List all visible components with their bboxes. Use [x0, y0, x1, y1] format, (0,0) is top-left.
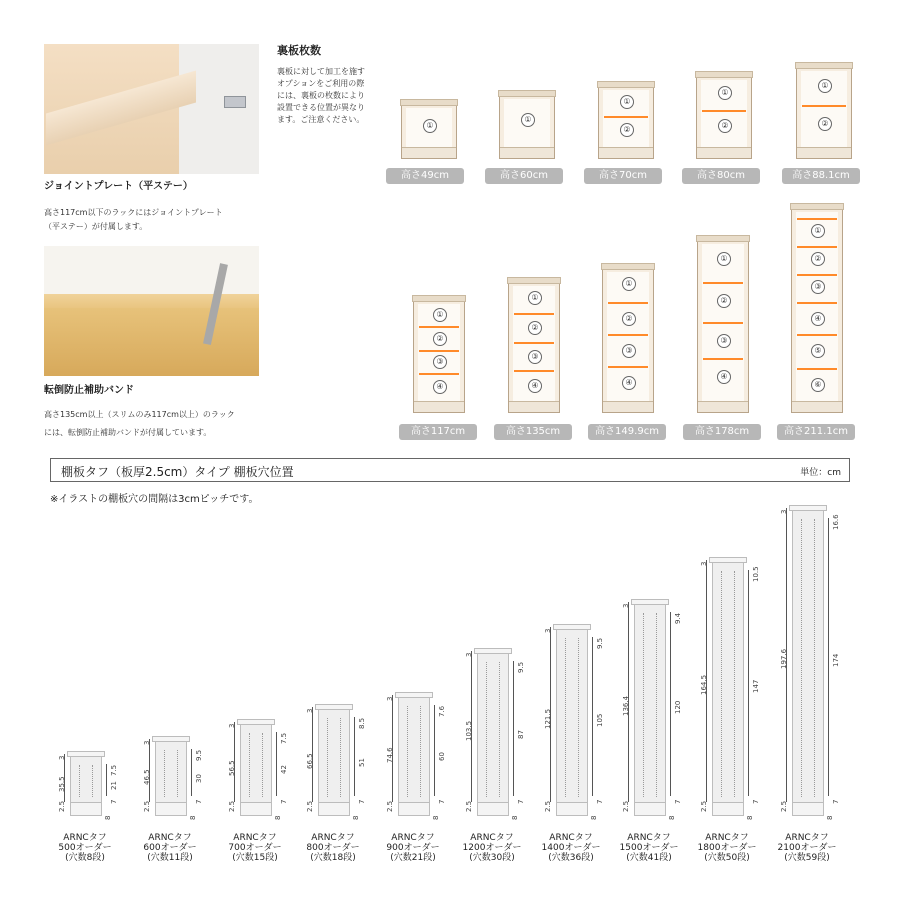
shelf-hole-rows: [486, 662, 500, 797]
panel-number: ①: [433, 308, 447, 322]
dim-top-gap: 16.6: [832, 514, 840, 530]
dim-hole-span: 21: [110, 781, 118, 790]
panel-number: ④: [528, 379, 542, 393]
tower-label-name: ARNCタフ: [705, 833, 749, 843]
tower-label-order: 800オーダー: [306, 843, 360, 853]
tower-illustration: [634, 602, 666, 816]
dim-cap: 3: [143, 740, 151, 745]
dimension-line: [191, 749, 192, 796]
dim-cap: 3: [700, 561, 708, 566]
tower-foot: [713, 802, 743, 815]
panel-number: ①: [528, 291, 542, 305]
dim-hole-span: 51: [358, 758, 366, 767]
tower-label-name: ARNCタフ: [311, 833, 355, 843]
cabinet-lid: [695, 71, 753, 78]
tower-label: [294, 833, 372, 863]
panel-number: ①: [717, 252, 731, 266]
tower-label: [46, 833, 124, 863]
dim-base: 2.5: [700, 800, 708, 812]
cabinet-211: [791, 207, 843, 413]
dim-cap: 3: [622, 603, 630, 608]
dim-base: 2.5: [228, 800, 236, 812]
panel-divider: [797, 368, 837, 370]
tower-label-name: ARNCタフ: [549, 833, 593, 843]
joint-plate-photo: [44, 44, 259, 174]
cabinet-lid: [696, 235, 750, 242]
cabinet-height-label: 高さ70cm: [584, 168, 662, 184]
dim-hole-span: 105: [596, 713, 604, 727]
tower-label: [688, 833, 766, 863]
panel-divider: [703, 282, 743, 284]
joint-plate-note-1: 高さ117cm以下のラックにはジョイントプレート: [44, 208, 223, 217]
cabinet-base: [792, 401, 842, 412]
tower-label-order: 900オーダー: [386, 843, 440, 853]
panel-divider: [608, 366, 648, 368]
tower-label-name: ARNCタフ: [148, 833, 192, 843]
backboard-title: 裏板枚数: [277, 44, 321, 57]
shelf-hole-rows: [79, 765, 93, 797]
cabinet-lid: [790, 203, 844, 210]
cabinet-base: [402, 147, 456, 158]
cabinet-60: [499, 94, 555, 159]
tower-cap: [315, 704, 353, 710]
tower-label-order: 2100オーダー: [777, 843, 837, 853]
dim-cap: 3: [58, 755, 66, 760]
dimension-line: [513, 661, 514, 796]
dim-bottom-gap: 7: [832, 799, 840, 804]
tower-label-holes: (穴数41段): [626, 853, 672, 863]
panel-divider: [419, 350, 459, 352]
cabinet-height-label: 高さ117cm: [399, 424, 477, 440]
dim-total-height: 197.6: [780, 648, 788, 669]
panel-divider: [703, 358, 743, 360]
dim-base: 2.5: [143, 800, 151, 812]
tower-cap: [474, 648, 512, 654]
cabinet-base: [500, 147, 554, 158]
dim-bottom-gap: 7: [674, 799, 682, 804]
dim-cap: 3: [544, 628, 552, 633]
cabinet-base: [414, 401, 464, 412]
tower-foot: [478, 802, 508, 815]
dim-bottom-gap: 7: [358, 799, 366, 804]
tower-illustration: [792, 508, 824, 816]
dim-bottom-gap: 7: [195, 799, 203, 804]
tower-label-holes: (穴数11段): [147, 853, 193, 863]
dimension-line: [828, 518, 829, 796]
cabinet-lid: [412, 295, 466, 302]
tower-cap: [152, 736, 190, 742]
unit-label: 単位：cm: [800, 468, 841, 478]
dim-cap: 3: [306, 708, 314, 713]
dim-total-height: 136.4: [622, 695, 630, 716]
tower-label-holes: (穴数30段): [469, 853, 515, 863]
joint-plate-note-2: （平ステー）が付属します。: [44, 222, 148, 231]
dim-foot: 8: [274, 815, 282, 820]
tower-label: [532, 833, 610, 863]
panel-number: ①: [620, 95, 634, 109]
dim-cap: 3: [228, 723, 236, 728]
panel-divider: [514, 313, 554, 315]
tower-label: [768, 833, 846, 863]
panel-number: ①: [818, 79, 832, 93]
cabinet-lid: [795, 62, 853, 69]
panel-divider: [702, 110, 746, 112]
dim-top-gap: 9.5: [517, 661, 525, 673]
dim-top-gap: 9.5: [596, 637, 604, 649]
dim-foot: 8: [432, 815, 440, 820]
tower-label-name: ARNCタフ: [233, 833, 277, 843]
panel-divider: [604, 116, 648, 118]
dim-cap: 3: [386, 696, 394, 701]
tower-label-name: ARNCタフ: [391, 833, 435, 843]
dimension-line: [276, 732, 277, 796]
tower-label-name: ARNCタフ: [63, 833, 107, 843]
dim-hole-span: 120: [674, 700, 682, 714]
cabinet-lid: [597, 81, 655, 88]
dim-top-gap: 10.5: [752, 566, 760, 582]
shelf-hole-rows: [249, 733, 263, 797]
shelf-hole-rows: [565, 638, 579, 797]
backboard-note-2: オプションをご利用の際: [277, 79, 365, 88]
panel-divider: [797, 334, 837, 336]
cabinet-149: [602, 267, 654, 413]
dim-base: 2.5: [386, 800, 394, 812]
band-photo: [44, 246, 259, 376]
tower-illustration: [318, 707, 350, 816]
dimension-line: [592, 637, 593, 796]
dim-top-gap: 9.5: [195, 749, 203, 761]
panel-number: ④: [622, 376, 636, 390]
backboard-note: [277, 66, 387, 126]
panel-divider: [514, 342, 554, 344]
panel-divider: [797, 274, 837, 276]
panel-number: ①: [423, 119, 437, 133]
tower-label-order: 1500オーダー: [619, 843, 679, 853]
tower-label-holes: (穴数8段): [65, 853, 105, 863]
panel-number: ②: [818, 117, 832, 131]
dim-total-height: 35.5: [58, 776, 66, 792]
dim-hole-span: 30: [195, 774, 203, 783]
tower-cap: [67, 751, 105, 757]
dim-foot: 8: [104, 815, 112, 820]
dim-total-height: 103.5: [465, 720, 473, 741]
cabinet-base: [599, 147, 653, 158]
panel-number: ②: [718, 119, 732, 133]
panel-divider: [608, 302, 648, 304]
panel-number: ③: [622, 344, 636, 358]
cabinet-178: [697, 239, 749, 413]
panel-number: ③: [528, 350, 542, 364]
tower-label: [216, 833, 294, 863]
backboard-note-3: には、裏板の枚数により: [277, 91, 365, 100]
dim-foot: 8: [590, 815, 598, 820]
tower-foot: [156, 802, 186, 815]
tower-label-name: ARNCタフ: [627, 833, 671, 843]
tower-label-name: ARNCタフ: [470, 833, 514, 843]
dim-base: 2.5: [58, 800, 66, 812]
joint-plate-caption: ジョイントプレート（平ステー）: [44, 181, 193, 192]
dim-bottom-gap: 7: [438, 799, 446, 804]
tower-foot: [635, 802, 665, 815]
tower-label-holes: (穴数36段): [548, 853, 594, 863]
tower-cap: [395, 692, 433, 698]
dim-bottom-gap: 7: [110, 799, 118, 804]
tower-foot: [399, 802, 429, 815]
shelf-hole-rows: [643, 613, 657, 797]
dimension-line: [354, 717, 355, 796]
cabinet-base: [603, 401, 653, 412]
cabinet-80: [696, 75, 752, 159]
tower-label-name: ARNCタフ: [785, 833, 829, 843]
cabinet-lid: [507, 277, 561, 284]
dim-bottom-gap: 7: [752, 799, 760, 804]
tower-foot: [557, 802, 587, 815]
cabinet-lid: [400, 99, 458, 106]
panel-number: ②: [433, 332, 447, 346]
dim-base: 2.5: [622, 800, 630, 812]
tower-label-order: 1200オーダー: [462, 843, 522, 853]
tower-cap: [789, 505, 827, 511]
panel-number: ②: [811, 252, 825, 266]
tower-label: [374, 833, 452, 863]
panel-divider: [419, 326, 459, 328]
cabinet-lid: [498, 90, 556, 97]
panel-divider: [797, 246, 837, 248]
shelf-hole-rows: [801, 519, 815, 797]
dim-foot: 8: [746, 815, 754, 820]
tower-label-holes: (穴数15段): [232, 853, 278, 863]
dim-foot: 8: [511, 815, 519, 820]
panel-divider: [797, 218, 837, 220]
tower-cap: [709, 557, 747, 563]
cabinet-height-label: 高さ88.1cm: [782, 168, 860, 184]
tower-label-order: 1400オーダー: [541, 843, 601, 853]
dim-total-height: 46.5: [143, 769, 151, 785]
dim-bottom-gap: 7: [517, 799, 525, 804]
dim-top-gap: 7.5: [110, 764, 118, 776]
dim-foot: 8: [668, 815, 676, 820]
tower-foot: [793, 802, 823, 815]
dim-top-gap: 9.4: [674, 612, 682, 624]
band-note-1: 高さ135cm以上（スリムのみ117cm以上）のラック: [44, 410, 235, 419]
cabinet-height-label: 高さ135cm: [494, 424, 572, 440]
panel-number: ④: [433, 380, 447, 394]
tower-cap: [237, 719, 275, 725]
tower-foot: [71, 802, 101, 815]
cabinet-height-label: 高さ49cm: [386, 168, 464, 184]
shelf-hole-rows: [721, 571, 735, 797]
tower-illustration: [398, 695, 430, 816]
cabinet-70: [598, 85, 654, 159]
dim-bottom-gap: 7: [596, 799, 604, 804]
tower-cap: [631, 599, 669, 605]
tower-label-holes: (穴数59段): [784, 853, 830, 863]
shelf-hole-rows: [407, 706, 421, 797]
panel-number: ④: [811, 312, 825, 326]
panel-number: ④: [717, 370, 731, 384]
tower-illustration: [556, 627, 588, 816]
dim-cap: 3: [465, 652, 473, 657]
cabinet-height-label: 高さ149.9cm: [588, 424, 666, 440]
cabinet-117: [413, 299, 465, 413]
dimension-line: [670, 612, 671, 796]
panel-number: ⑤: [811, 344, 825, 358]
dim-top-gap: 7.6: [438, 705, 446, 717]
cabinet-135: [508, 281, 560, 413]
dim-total-height: 66.5: [306, 753, 314, 769]
cabinet-88: [796, 66, 852, 159]
panel-divider: [797, 302, 837, 304]
shelf-body: [44, 308, 259, 376]
band-note-2: には、転倒防止補助バンドが付属しています。: [44, 428, 212, 437]
dim-total-height: 121.5: [544, 708, 552, 729]
tower-label-holes: (穴数21段): [390, 853, 436, 863]
pitch-note: ※イラストの棚板穴の間隔は3cmピッチです。: [50, 494, 259, 505]
backboard-note-5: ます。ご注意ください。: [277, 115, 365, 124]
cabinet-base: [698, 401, 748, 412]
panel-number: ①: [521, 113, 535, 127]
dim-total-height: 164.5: [700, 674, 708, 695]
tower-label-order: 1800オーダー: [697, 843, 757, 853]
tower-illustration: [70, 754, 102, 816]
dim-bottom-gap: 7: [280, 799, 288, 804]
dim-hole-span: 147: [752, 679, 760, 693]
section-banner: [50, 458, 850, 482]
cabinet-height-label: 高さ60cm: [485, 168, 563, 184]
joint-plate-icon: [224, 96, 246, 108]
cabinet-lid: [601, 263, 655, 270]
dim-base: 2.5: [465, 800, 473, 812]
backboard-note-4: 設置できる位置が異なり: [277, 103, 365, 112]
cabinet-height-label: 高さ178cm: [683, 424, 761, 440]
panel-divider: [514, 370, 554, 372]
dim-foot: 8: [189, 815, 197, 820]
panel-number: ①: [622, 277, 636, 291]
dim-total-height: 56.5: [228, 760, 236, 776]
panel-number: ②: [528, 321, 542, 335]
dim-hole-span: 174: [832, 653, 840, 667]
dim-foot: 8: [352, 815, 360, 820]
cabinet-base: [697, 147, 751, 158]
dim-base: 2.5: [544, 800, 552, 812]
tower-label-order: 600オーダー: [143, 843, 197, 853]
dimension-line: [748, 570, 749, 796]
shelf-hole-rows: [164, 750, 178, 797]
dim-hole-span: 87: [517, 730, 525, 739]
tower-label-order: 500オーダー: [58, 843, 112, 853]
tower-illustration: [155, 739, 187, 816]
tower-illustration: [477, 651, 509, 816]
panel-number: ①: [811, 224, 825, 238]
panel-divider: [608, 334, 648, 336]
panel-number: ③: [433, 355, 447, 369]
panel-number: ②: [717, 294, 731, 308]
band-caption: 転倒防止補助バンド: [44, 385, 134, 396]
dimension-line: [106, 764, 107, 796]
dim-hole-span: 42: [280, 765, 288, 774]
tower-label-holes: (穴数50段): [704, 853, 750, 863]
cabinet-height-label: 高さ211.1cm: [777, 424, 855, 440]
cabinet-base: [797, 147, 851, 158]
tower-foot: [319, 802, 349, 815]
panel-number: ③: [717, 334, 731, 348]
cabinet-height-label: 高さ80cm: [682, 168, 760, 184]
tower-label-order: 700オーダー: [228, 843, 282, 853]
cabinet-base: [509, 401, 559, 412]
dimension-line: [434, 705, 435, 796]
panel-divider: [802, 105, 846, 107]
panel-divider: [703, 322, 743, 324]
panel-number: ⑥: [811, 378, 825, 392]
section-title: 棚板タフ（板厚2.5cm）タイプ 棚板穴位置: [61, 465, 294, 479]
tower-label: [453, 833, 531, 863]
panel-number: ①: [718, 86, 732, 100]
dim-foot: 8: [826, 815, 834, 820]
tower-foot: [241, 802, 271, 815]
dim-top-gap: 7.5: [280, 732, 288, 744]
dim-cap: 3: [780, 509, 788, 514]
tower-label: [610, 833, 688, 863]
tower-label: [131, 833, 209, 863]
dim-hole-span: 60: [438, 752, 446, 761]
panel-number: ②: [622, 312, 636, 326]
tower-label-holes: (穴数18段): [310, 853, 356, 863]
dim-total-height: 74.6: [386, 747, 394, 763]
shelf-hole-rows: [327, 718, 341, 797]
panel-number: ②: [620, 123, 634, 137]
dim-top-gap: 8.5: [358, 717, 366, 729]
tower-illustration: [240, 722, 272, 816]
cabinet-49: [401, 103, 457, 159]
backboard-note-1: 裏板に対して加工を施す: [277, 67, 365, 76]
dim-base: 2.5: [780, 800, 788, 812]
panel-number: ③: [811, 280, 825, 294]
tower-cap: [553, 624, 591, 630]
dim-base: 2.5: [306, 800, 314, 812]
tower-illustration: [712, 560, 744, 816]
panel-divider: [419, 373, 459, 375]
